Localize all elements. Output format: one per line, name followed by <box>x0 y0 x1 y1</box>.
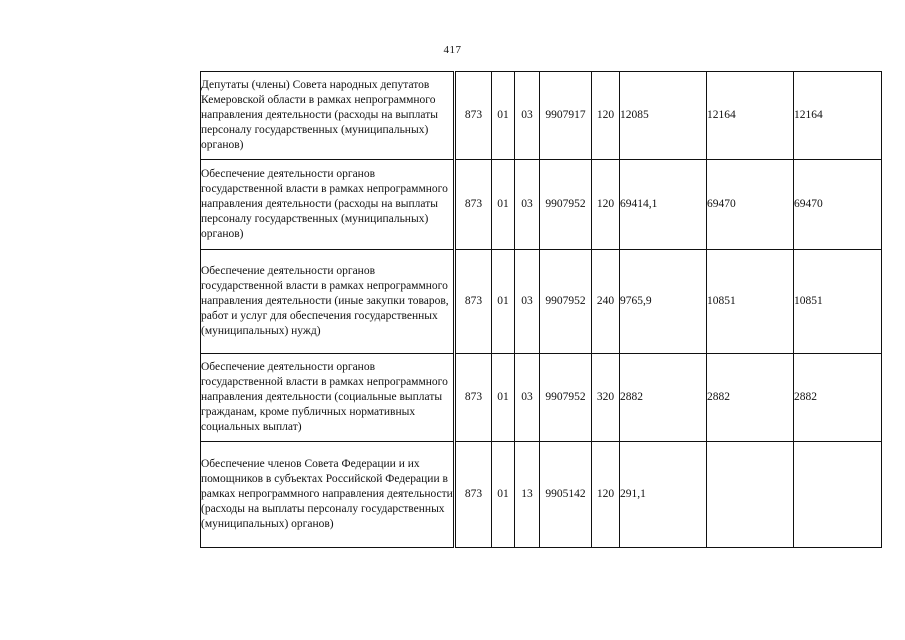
row-description: Обеспечение деятельности органов государственной власти в рамках непрограммного направления деятельности (расходы на выплаты персоналу государственных (муниципальных) органов) <box>201 160 455 250</box>
amount-year-3: 10851 <box>794 250 882 354</box>
amount-year-2: 69470 <box>707 160 794 250</box>
row-description: Депутаты (члены) Совета народных депутатов Кемеровской области в рамках непрограммного направления деятельности (расходы на выплаты персоналу государственных (муниципальных) органов) <box>201 72 455 160</box>
amount-year-3: 12164 <box>794 72 882 160</box>
dept-code: 873 <box>455 354 492 442</box>
expense-type-code: 120 <box>592 72 620 160</box>
amount-year-1: 69414,1 <box>620 160 707 250</box>
table-row <box>201 354 882 442</box>
table-row <box>201 72 882 160</box>
amount-year-1: 12085 <box>620 72 707 160</box>
subsection-code: 13 <box>515 442 540 548</box>
section-code: 01 <box>492 250 515 354</box>
dept-code: 873 <box>455 72 492 160</box>
section-code: 01 <box>492 160 515 250</box>
section-code: 01 <box>492 72 515 160</box>
section-code: 01 <box>492 442 515 548</box>
table-row <box>201 160 882 250</box>
subsection-code: 03 <box>515 354 540 442</box>
table-row <box>201 250 882 354</box>
expense-type-code: 240 <box>592 250 620 354</box>
expense-type-code: 320 <box>592 354 620 442</box>
amount-year-2 <box>707 442 794 548</box>
row-description: Обеспечение членов Совета Федерации и их помощников в субъектах Российской Федерации в рамках непрограммного направления деятельности (расходы на выплаты персоналу государственных (муниципальных) органов) <box>201 442 455 548</box>
target-article-code: 9905142 <box>540 442 592 548</box>
target-article-code: 9907952 <box>540 250 592 354</box>
budget-table <box>200 71 882 548</box>
dept-code: 873 <box>455 442 492 548</box>
amount-year-2: 2882 <box>707 354 794 442</box>
amount-year-2: 12164 <box>707 72 794 160</box>
row-description: Обеспечение деятельности органов государственной власти в рамках непрограммного направления деятельности (социальные выплаты гражданам, кроме публичных нормативных социальных выплат) <box>201 354 455 442</box>
subsection-code: 03 <box>515 72 540 160</box>
amount-year-3 <box>794 442 882 548</box>
dept-code: 873 <box>455 160 492 250</box>
row-description: Обеспечение деятельности органов государственной власти в рамках непрограммного направления деятельности (иные закупки товаров, работ и услуг для обеспечения государственных (муниципальных) нужд) <box>201 250 455 354</box>
section-code: 01 <box>492 354 515 442</box>
amount-year-3: 2882 <box>794 354 882 442</box>
amount-year-1: 2882 <box>620 354 707 442</box>
amount-year-1: 291,1 <box>620 442 707 548</box>
expense-type-code: 120 <box>592 442 620 548</box>
target-article-code: 9907952 <box>540 160 592 250</box>
dept-code: 873 <box>455 250 492 354</box>
amount-year-2: 10851 <box>707 250 794 354</box>
amount-year-3: 69470 <box>794 160 882 250</box>
target-article-code: 9907952 <box>540 354 592 442</box>
amount-year-1: 9765,9 <box>620 250 707 354</box>
page-number: 417 <box>443 44 462 56</box>
subsection-code: 03 <box>515 160 540 250</box>
expense-type-code: 120 <box>592 160 620 250</box>
target-article-code: 9907917 <box>540 72 592 160</box>
subsection-code: 03 <box>515 250 540 354</box>
table-row <box>201 442 882 548</box>
